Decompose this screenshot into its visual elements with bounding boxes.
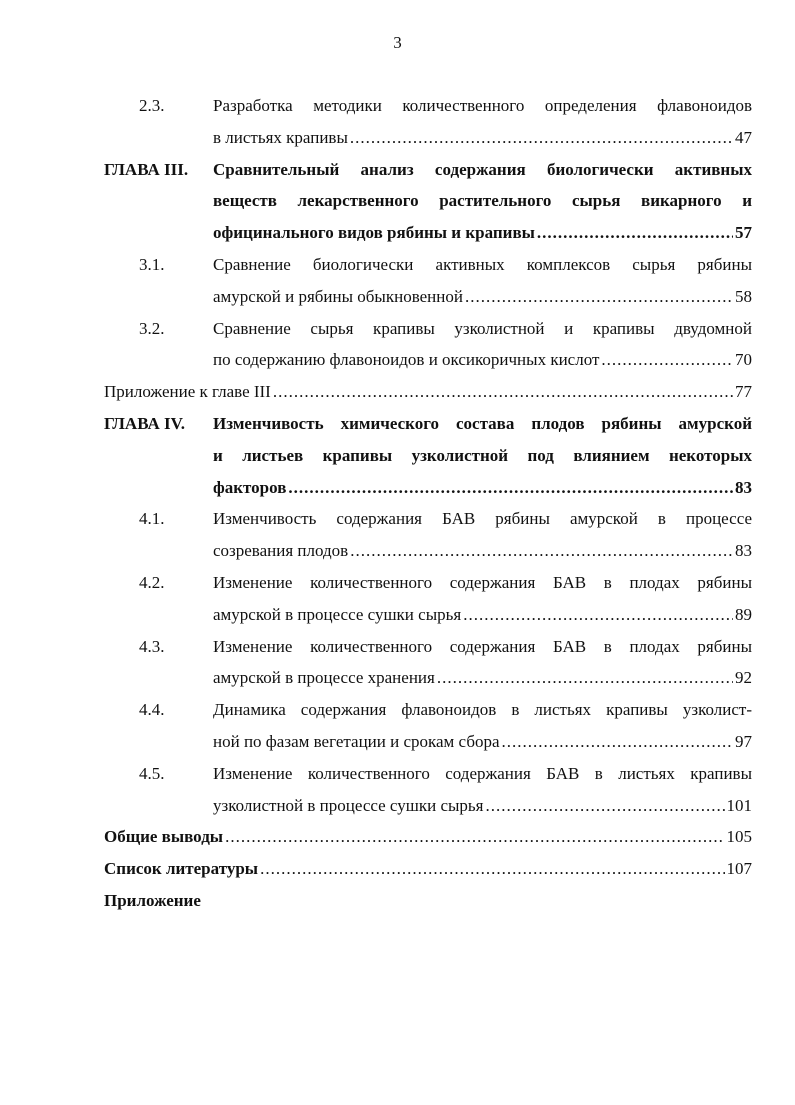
- toc-entry-last-line: [213, 122, 752, 154]
- toc-entry-line: и листьев крапивы узколистной под влиянием некоторых: [213, 445, 752, 465]
- toc-entry-last-line: [213, 790, 752, 822]
- toc-entry-line: Сравнительный анализ содержания биологически активных: [213, 159, 752, 179]
- toc-page-number: 47: [735, 127, 752, 147]
- toc-entry-conclusions: [104, 821, 752, 853]
- toc-entry-last-line: [213, 599, 752, 631]
- toc-entry-title: Приложение: [104, 890, 201, 910]
- toc-entry-line: Динамика содержания флавоноидов в листьях крапивы узколист-: [213, 700, 752, 720]
- toc-entry-line: Сравнение биологически активных комплексов сырья рябины: [213, 254, 752, 274]
- toc-page-number: 77: [735, 382, 752, 402]
- toc-entry-number: 4.1.: [139, 509, 165, 529]
- toc-entry-title: Общие выводы: [104, 827, 224, 847]
- toc-entry-last-line: [213, 217, 752, 249]
- toc-entry-title: ной по фазам вегетации и срокам сбора: [213, 731, 500, 751]
- dot-leader: [537, 217, 733, 249]
- dot-leader: [437, 662, 733, 694]
- toc-entry-4-2: [104, 567, 752, 631]
- toc-entry-title: узколистной в процессе сушки сырья: [213, 795, 484, 815]
- toc-entry-title: Список литературы: [104, 859, 259, 879]
- toc-entry-line: Разработка методики количественного определения флавоноидов: [213, 96, 752, 115]
- toc-entry-title: официнального видов рябины и крапивы: [213, 223, 535, 243]
- toc-entry-last-line: [104, 853, 752, 885]
- dot-leader: [288, 472, 733, 504]
- toc-entry-line: Изменчивость содержания БАВ рябины амурской в процессе: [213, 509, 752, 529]
- table-of-contents: [104, 90, 752, 917]
- toc-entry-title: Приложение к главе III: [104, 382, 271, 402]
- toc-entry-4-3: [104, 631, 752, 695]
- toc-entry-title: созревания плодов: [213, 541, 349, 561]
- toc-entry-title: в листьях крапивы: [213, 127, 348, 147]
- toc-entry-3-1: [104, 249, 752, 313]
- toc-entry-number: 4.2.: [139, 572, 165, 592]
- toc-entry-number: 4.3.: [139, 636, 165, 656]
- toc-entry-line: веществ лекарственного растительного сырья викарного и: [213, 191, 752, 211]
- toc-page-number: 101: [726, 795, 752, 815]
- toc-entry-last-line: [213, 662, 752, 694]
- toc-page-number: 105: [726, 827, 752, 847]
- toc-entry-title: амурской в процессе хранения: [213, 668, 435, 688]
- toc-page-number: 70: [735, 350, 752, 370]
- toc-page-number: 89: [735, 604, 752, 624]
- toc-entry-title: амурской в процессе сушки сырья: [213, 604, 462, 624]
- dot-leader: [350, 535, 733, 567]
- toc-entry-appendix: [104, 885, 752, 917]
- toc-page-number: 92: [735, 668, 752, 688]
- dot-leader: [601, 344, 733, 376]
- dot-leader: [463, 599, 733, 631]
- dot-leader: [485, 790, 724, 822]
- toc-page-number: 57: [735, 223, 752, 243]
- toc-entry-number: 2.3.: [139, 96, 165, 115]
- dot-leader: [465, 281, 733, 313]
- toc-entry-line: Сравнение сырья крапивы узколистной и крапивы двудомной: [213, 318, 752, 338]
- toc-entry-4-5: [104, 758, 752, 822]
- dot-leader: [502, 726, 733, 758]
- toc-entry-title: амурской и рябины обыкновенной: [213, 286, 463, 306]
- toc-entry-4-4: [104, 694, 752, 758]
- dot-leader: [260, 853, 724, 885]
- toc-entry-line: Изменение количественного содержания БАВ в плодах рябины: [213, 636, 752, 656]
- toc-entry-last-line: [213, 472, 752, 504]
- toc-entry-title: факторов: [213, 477, 287, 497]
- dot-leader: [273, 376, 733, 408]
- dot-leader: [225, 821, 724, 853]
- toc-entry-2-3: [104, 90, 752, 154]
- toc-entry-last-line: [104, 376, 752, 408]
- toc-page-number: 83: [735, 541, 752, 561]
- toc-entry-title: по содержанию флавоноидов и оксикоричных кислот: [213, 350, 600, 370]
- toc-entry-number: ГЛАВА III.: [104, 159, 189, 179]
- toc-entry-4-1: [104, 503, 752, 567]
- toc-entry-number: 3.1.: [139, 254, 165, 274]
- toc-entry-last-line: [213, 281, 752, 313]
- toc-entry-number: 4.4.: [139, 700, 165, 720]
- toc-entry-last-line: [104, 821, 752, 853]
- toc-entry-line: Изменение количественного содержания БАВ в плодах рябины: [213, 572, 752, 592]
- toc-entry-line: Изменение количественного содержания БАВ в листьях крапивы: [213, 763, 752, 783]
- toc-entry-line: Изменчивость химического состава плодов рябины амурской: [213, 413, 752, 433]
- toc-entry-last-line: [213, 535, 752, 567]
- toc-entry-last-line: [213, 726, 752, 758]
- toc-entry-last-line: [213, 344, 752, 376]
- page-number: 3: [393, 33, 402, 52]
- toc-entry-number: ГЛАВА IV.: [104, 413, 185, 433]
- toc-entry-number: 4.5.: [139, 763, 165, 783]
- toc-entry-references: [104, 853, 752, 885]
- toc-entry-number: 3.2.: [139, 318, 165, 338]
- toc-entry-chapter-4: [104, 408, 752, 503]
- toc-page-number: 107: [726, 859, 752, 879]
- toc-page-number: 97: [735, 731, 752, 751]
- dot-leader: [350, 122, 733, 154]
- toc-entry-chapter-3: [104, 154, 752, 249]
- toc-page-number: 58: [735, 286, 752, 306]
- toc-entry-appendix-chapter-3: [104, 376, 752, 408]
- toc-entry-3-2: [104, 313, 752, 377]
- toc-page-number: 83: [735, 477, 752, 497]
